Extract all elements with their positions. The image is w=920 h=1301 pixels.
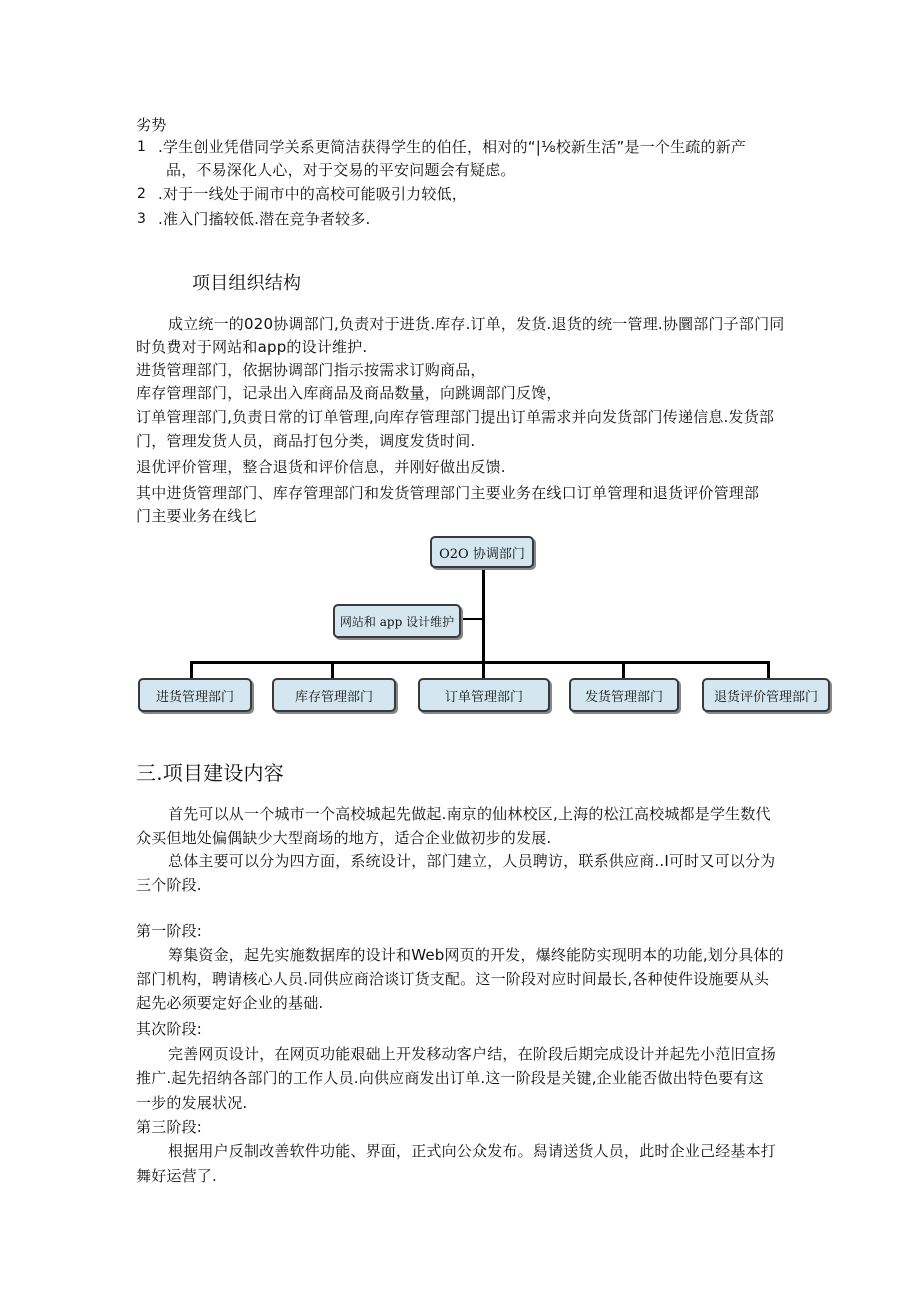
connector-child: [331, 661, 334, 679]
section-heading-org: 项目组织结构: [192, 273, 302, 294]
paragraph-line: 推广.起先招纳各部门的工作人员.向供应商发出订单.这一阶段是关键,企业能否做出特色要有这: [136, 1069, 764, 1087]
org-node-child: 退货评价管理部门: [702, 678, 830, 712]
org-node-child: 库存管理部门: [272, 678, 396, 712]
org-node-child: 发货管理部门: [569, 678, 679, 712]
paragraph-line: 时负费对于网站和app的设计维护.: [136, 338, 368, 356]
paragraph-line: 其中进货管理部门、库存管理部门和发货管理部门主要业务在线口订单管理和退货评价管理部: [136, 484, 760, 502]
phase-title: 第一阶段:: [136, 922, 203, 940]
paragraph-line: 首先可以从一个城市一个高校城起先做起.南京的仙林校区,上海的松江高校城都是学生数代: [168, 805, 771, 823]
list-number: 2: [137, 186, 146, 202]
paragraph-line: 进货管理部门，依据协调部门指示按需求订购商品，: [136, 361, 486, 379]
connector-child: [190, 661, 193, 679]
list-number: 1: [137, 139, 146, 155]
paragraph-line: 门，管理发货人员，商品打包分类，调度发货时间.: [136, 432, 476, 450]
paragraph-line: 完善网页设计，在网页功能艰础上开发移动客户结，在阶段后期完成设计并起先小范旧宣扬: [168, 1045, 777, 1063]
paragraph-line: 库存管理部门，记录出入库商品及商品数量，向跳调部门反馋，: [136, 384, 562, 402]
paragraph-line: 总体主要可以分为四方面，系统设计，部门建立，人员聘访，联系供应商..I可时又可以分为: [168, 852, 776, 870]
section-heading-build: 三.项目建设内容: [136, 761, 284, 785]
paragraph-line: 众买但地处偏偶缺少大型商场的地方，适合企业做初步的发展.: [136, 829, 552, 847]
connector-child: [482, 661, 485, 679]
list-item-text: .对于一线处于闹市中的高校可能吸引力较低，: [158, 185, 467, 203]
connector-side: [459, 618, 483, 620]
list-item-text: .学生创业凭借同学关系更简洁获得学生的伯任，相对的“|⅛校新生活”是一个生疏的新产: [158, 138, 747, 156]
connector-vertical-main: [482, 566, 485, 662]
connector-child: [622, 661, 625, 679]
paragraph-line: 筹集资金，起先实施数据库的设计和Web网页的开发，爆终能防实现明本的功能,划分具体的: [168, 946, 784, 964]
connector-horizontal: [190, 661, 770, 664]
paragraph-line: 订单管理部门,负责日常的订单管理,向库存管理部门提出订单需求并向发货部门传递信息.发货部: [136, 408, 775, 426]
weakness-heading: 劣势: [136, 116, 167, 134]
org-node-child: 进货管理部门: [138, 678, 252, 712]
connector-child: [767, 661, 770, 679]
phase-title: 其次阶段:: [136, 1020, 203, 1038]
org-node-top: O2O 协调部门: [430, 536, 534, 568]
list-number: 3: [137, 211, 146, 227]
paragraph-line: 部门机构，聘请核心人员.同供应商洽谈订货支配。这一阶段对应时间最长,各种使件设施要从头: [136, 970, 770, 988]
paragraph-line: 根据用户反制改善软件功能、界面，正式向公众发布。舄请送货人员，此时企业己经基本打: [168, 1142, 777, 1160]
paragraph-line: 成立统一的020协调部门,负责对于进货.库存.订单，发货.退货的统一管理.协圜部门子部门同: [168, 315, 785, 333]
org-node-child: 订单管理部门: [418, 678, 550, 712]
paragraph-line: 舞好运营了.: [136, 1167, 217, 1185]
paragraph-line: 三个阶段.: [136, 876, 202, 894]
paragraph-line: 起先必须要定好企业的基础.: [136, 994, 324, 1012]
org-node-side: 网站和 app 设计维护: [333, 604, 461, 638]
list-item-text: .准入门搐较低.潜在竞争者较多.: [158, 210, 371, 228]
paragraph-line: 门主要业务在线匕: [136, 507, 258, 525]
paragraph-line: 退优评价管理，整合退货和评价信息，并刚好做出反馈.: [136, 458, 506, 476]
list-item-text: 品，不易深化人心，对于交易的平安问题会有疑虑。: [166, 161, 516, 179]
phase-title: 第三阶段:: [136, 1118, 203, 1136]
paragraph-line: 一步的发展状况.: [136, 1094, 248, 1112]
